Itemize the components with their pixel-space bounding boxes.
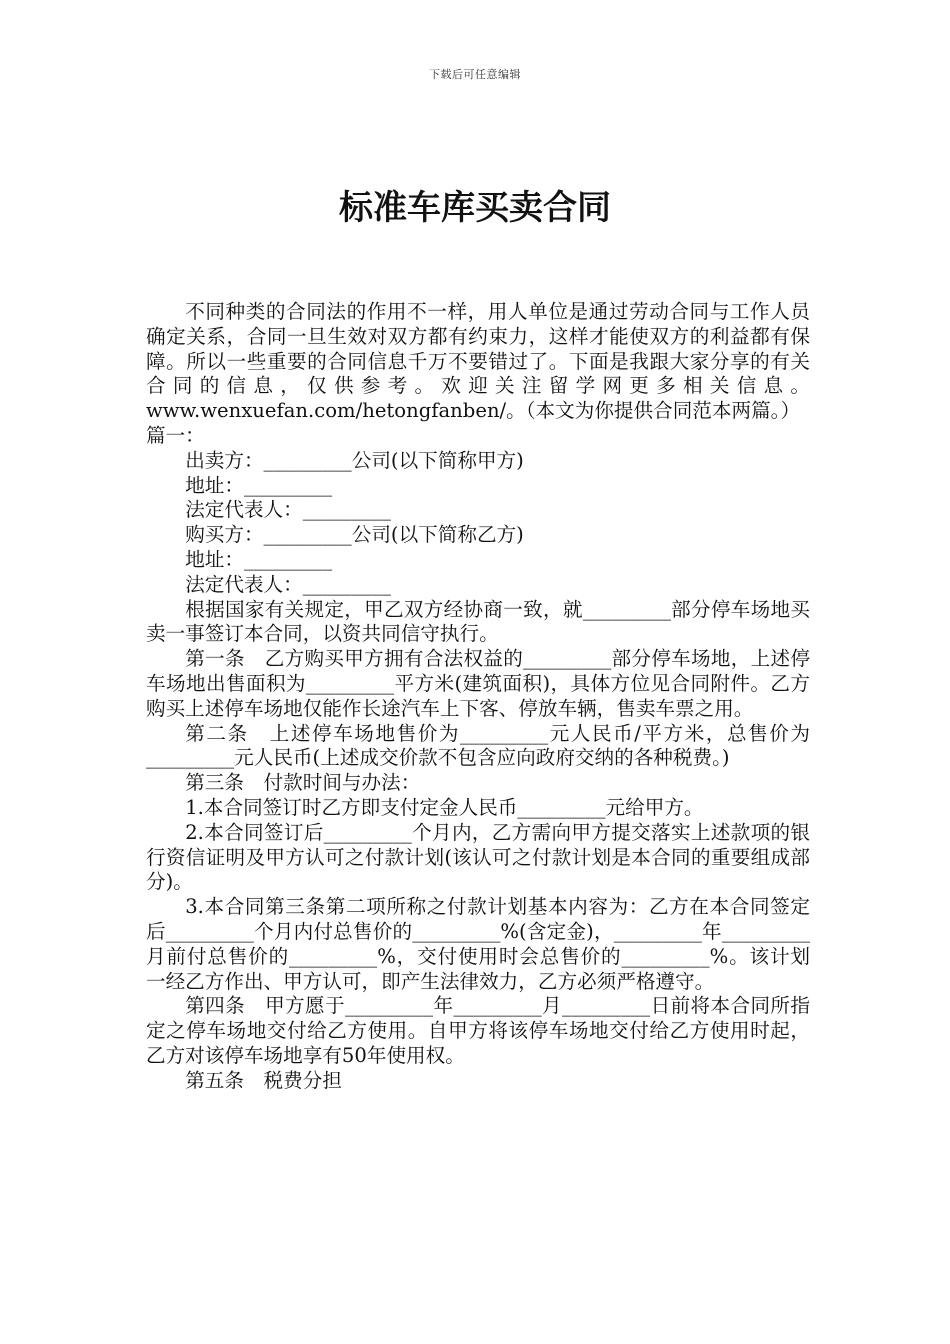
paragraph-intro: 不同种类的合同法的作用不一样，用人单位是通过劳动合同与工作人员确定关系，合同一旦生效对双方都有约束力，这样才能使双方的利益都有保障。所以一些重要的合同信息千万不要错过了。下面是我跟大家分享的有关合同的信息，仅供参考。欢迎关注留学网更多相关信息。www.wenxuefan.com/hetongfanben/。（本文为你提供合同范本两篇。） [146, 300, 810, 423]
paragraph-section-label: 篇一： [146, 423, 205, 447]
paragraph-article-3: 第三条 付款时间与办法： [185, 771, 421, 795]
paragraph-seller-representative: 法定代表人：_________ [185, 498, 391, 522]
page-header-note: 下载后可任意编辑 [429, 68, 521, 81]
paragraph-article-4: 第四条 甲方愿于_________年_________月_________日前将本合同所指定之停车场地交付给乙方使用。自甲方将该停车场地交付给乙方使用时起，乙方对该停车场地享有50年使用权。 [146, 994, 810, 1067]
paragraph-article-3-item-1: 1.本合同签订时乙方即支付定金人民币_________元给甲方。 [185, 795, 704, 819]
paragraph-article-5: 第五条 税费分担 [185, 1068, 342, 1092]
paragraph-article-3-item-2: 2.本合同签订后_________个月内，乙方需向甲方提交落实上述款项的银行资信证明及甲方认可之付款计划(该认可之付款计划是本合同的重要组成部分)。 [146, 820, 810, 894]
paragraph-seller-address: 地址：_________ [185, 473, 333, 497]
paragraph-article-1: 第一条 乙方购买甲方拥有合法权益的_________部分停车场地，上述停车场地出售面积为_________平方米(建筑面积)，具体方位见合同附件。乙方购买上述停车场地仅能作长途汽车上下客、停放车辆，售卖车票之用。 [146, 647, 810, 720]
paragraph-seller: 出卖方：_________公司(以下简称甲方) [185, 448, 524, 472]
paragraph-preamble: 根据国家有关规定，甲乙双方经协商一致，就_________部分停车场地买卖一事签订本合同，以资共同信守执行。 [146, 597, 810, 646]
paragraph-buyer: 购买方：_________公司(以下简称乙方) [185, 523, 524, 547]
paragraph-article-3-item-3: 3.本合同第三条第二项所称之付款计划基本内容为：乙方在本合同签定后_________个月内付总售价的_________%(含定金)，_________年_________月前付总售价的_________%，交付使用时会总售价的_________%。该计划一经乙方作出、甲方认可，即产生法律效力，乙方必须严格遵守。 [146, 895, 810, 993]
document-title: 标准车库买卖合同 [339, 188, 611, 228]
paragraph-buyer-representative: 法定代表人：_________ [185, 572, 391, 596]
document-body [146, 300, 810, 1094]
paragraph-buyer-address: 地址：_________ [185, 547, 333, 571]
paragraph-article-2: 第二条 上述停车场地售价为_________元人民币/平方米，总售价为_________元人民币(上述成交价款不包含应向政府交纳的各种税费。) [146, 721, 810, 770]
